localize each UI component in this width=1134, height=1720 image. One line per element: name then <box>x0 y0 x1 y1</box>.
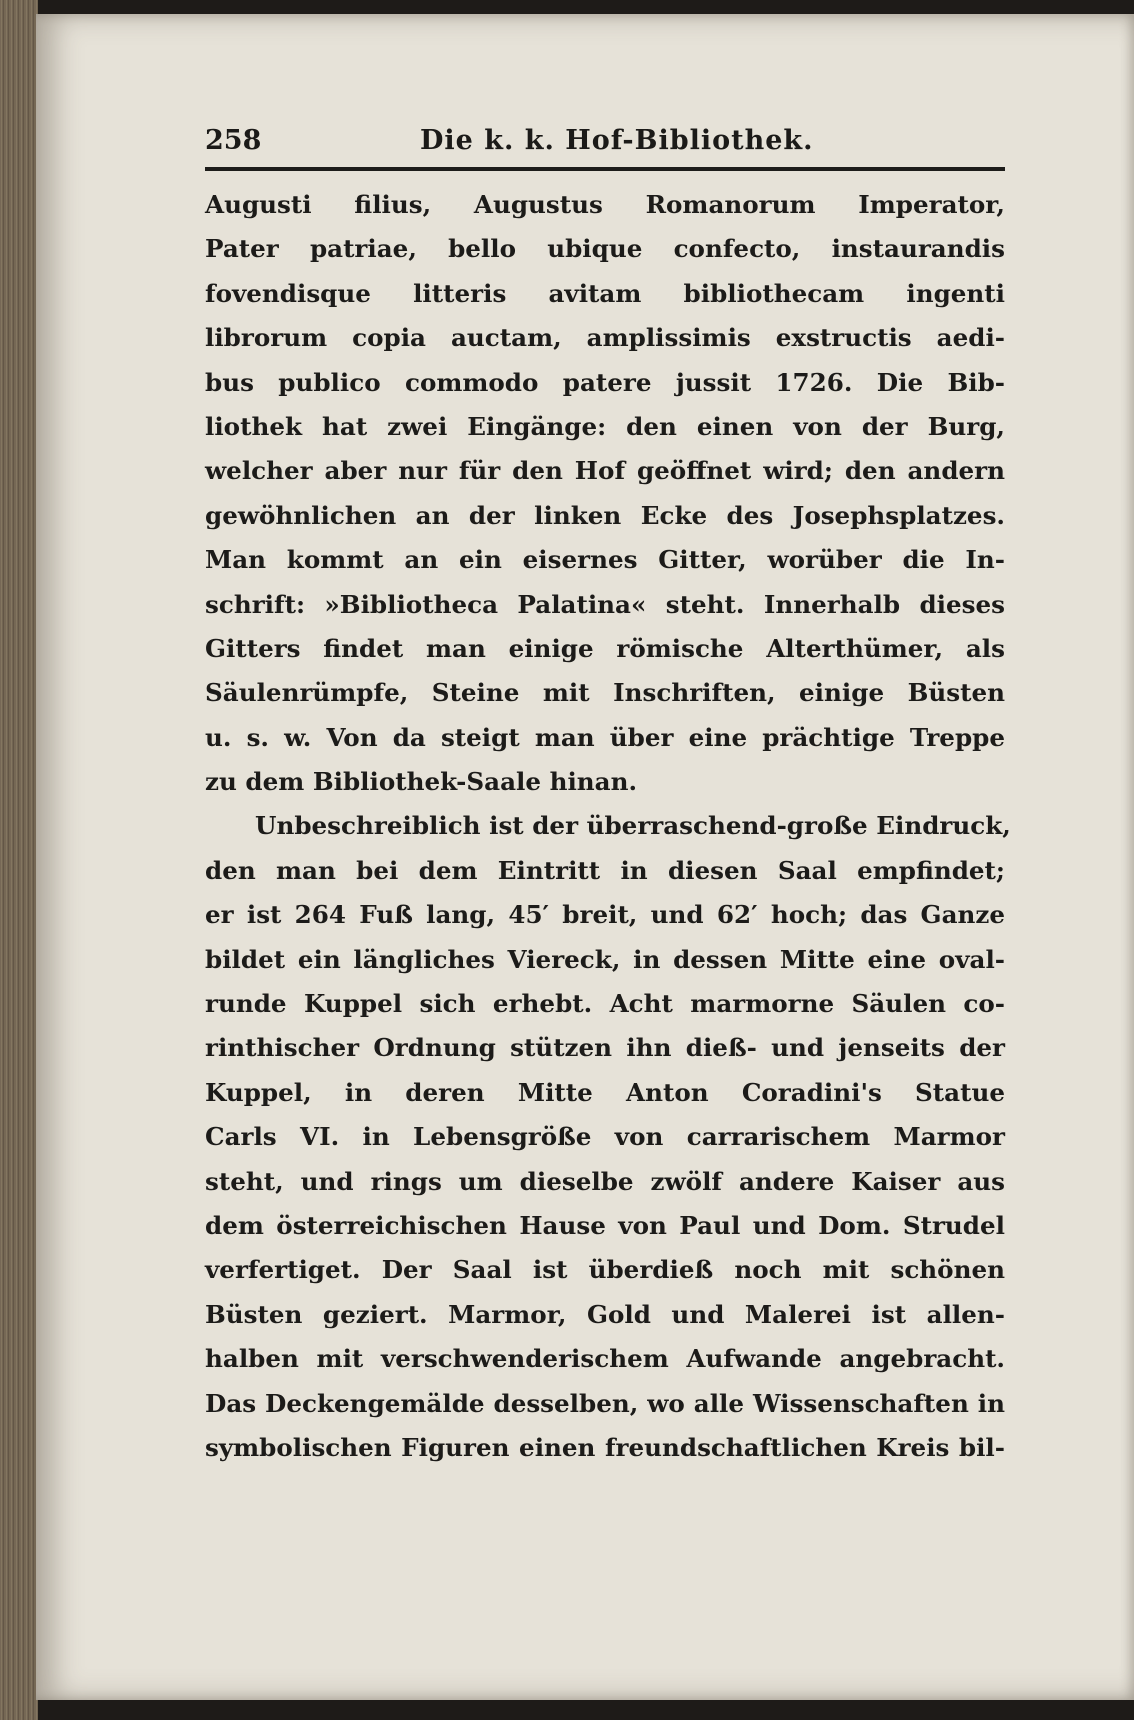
text-line: Augusti filius, Augustus Romanorum Imperator, <box>205 190 1005 219</box>
text-line: welcher aber nur für den Hof geöffnet wird; den andern <box>205 456 1005 486</box>
text-line: dem österreichischen Hause von Paul und Dom. Strudel <box>205 1210 1005 1240</box>
text-line: gewöhnlichen an der linken Ecke des Josephsplatzes. <box>205 500 1005 530</box>
text-line: Gitters findet man einige römische Alterthümer, als <box>205 633 1005 663</box>
text-line: librorum copia auctam, amplissimis exstructis aedi- <box>205 323 1005 353</box>
text-line: Man kommt an ein eisernes Gitter, worüber die In- <box>205 545 1005 575</box>
body-text <box>205 183 1011 1470</box>
text-line: Pater patriae, bello ubique confecto, instaurandis <box>205 234 1005 264</box>
text-line: verfertiget. Der Saal ist überdieß noch mit schönen <box>205 1255 1005 1285</box>
text-line: Unbeschreiblich ist der überraschend-große Eindruck, <box>255 811 1011 841</box>
text-line: runde Kuppel sich erhebt. Acht marmorne Säulen co- <box>205 989 1005 1019</box>
text-line: u. s. w. Von da steigt man über eine prächtige Treppe <box>205 722 1005 752</box>
text-line: rinthischer Ordnung stützen ihn dieß- und jenseits der <box>205 1033 1005 1063</box>
text-line: Kuppel, in deren Mitte Anton Coradini's Statue <box>205 1077 1005 1107</box>
text-line: fovendisque litteris avitam bibliothecam ingenti <box>205 278 1005 308</box>
text-line: liothek hat zwei Eingänge: den einen von der Burg, <box>205 411 1005 441</box>
text-line: schrift: »Bibliotheca Palatina« steht. Innerhalb dieses <box>205 589 1005 619</box>
book-page-edges <box>0 0 38 1720</box>
text-line: bus publico commodo patere jussit 1726. Die Bib- <box>205 367 1005 397</box>
text-line: Säulenrümpfe, Steine mit Inschriften, einige Büsten <box>205 678 1005 708</box>
text-line: halben mit verschwenderischem Aufwande angebracht. <box>205 1344 1005 1374</box>
running-head: Die k. k. Hof-Bibliothek. <box>420 125 814 156</box>
text-line: symbolischen Figuren einen freundschaftlichen Kreis bil- <box>205 1432 1005 1462</box>
text-line: Das Deckengemälde desselben, wo alle Wissenschaften in <box>205 1388 1005 1418</box>
text-line: bildet ein längliches Viereck, in dessen Mitte eine oval- <box>205 944 1005 974</box>
text-line: Carls VI. in Lebensgröße von carrarischem Marmor <box>205 1122 1005 1152</box>
text-line: er ist 264 Fuß lang, 45′ breit, und 62′ hoch; das Ganze <box>205 900 1005 930</box>
header-rule <box>205 167 1005 171</box>
page-number: 258 <box>205 125 262 156</box>
page-header <box>205 125 1005 165</box>
text-line: steht, und rings um dieselbe zwölf andere Kaiser aus <box>205 1166 1005 1196</box>
text-line: Büsten geziert. Marmor, Gold und Malerei ist allen- <box>205 1299 1005 1329</box>
text-line: zu dem Bibliothek-Saale hinan. <box>205 767 638 797</box>
text-line: den man bei dem Eintritt in diesen Saal empfindet; <box>205 855 1005 885</box>
